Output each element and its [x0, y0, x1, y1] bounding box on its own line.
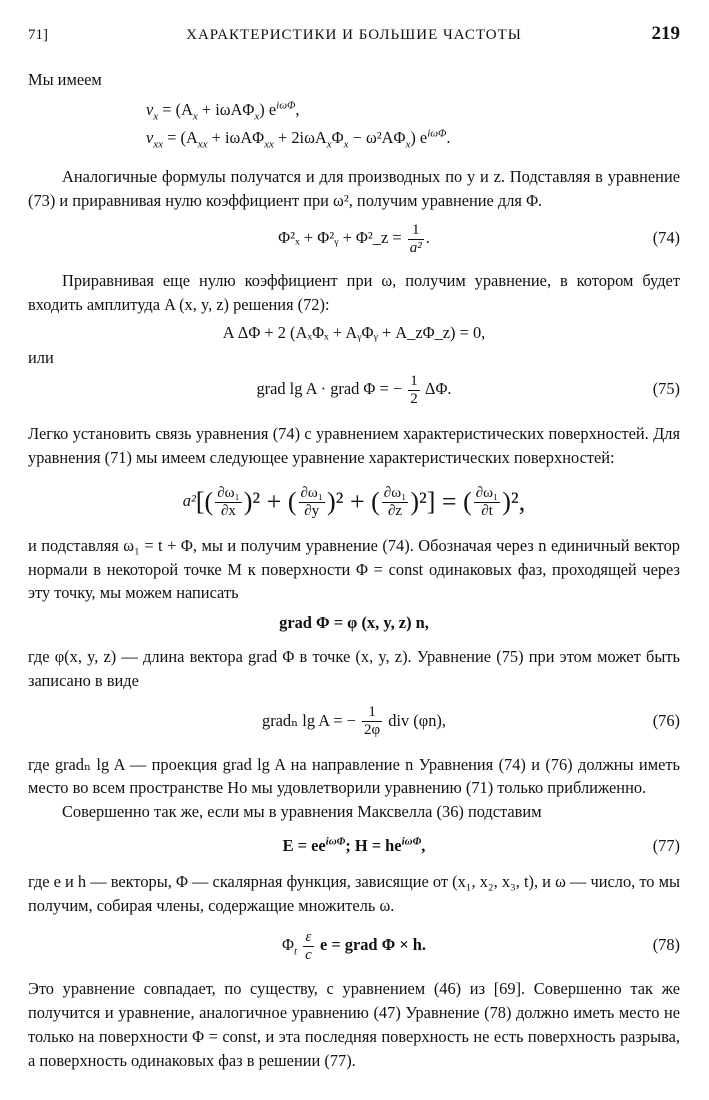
equation-74: Φ²ₓ + Φ²ᵧ + Φ²_z = $\frac{1}{\text{a²}}$ . (74) — [28, 219, 680, 257]
equation-vx: $v_x = (A_x + i\omega A\Phi_x)$ $e^{i\omega\Phi}$, — [146, 99, 300, 123]
paragraph-substitution: и подставляя ω₁ = t + Φ, мы и получим уравнение (74). Обозначая через n единичный вектор нормали в некоторой точке M к поверхности Φ = const одинаковых фаз, проходящей через эту точку, мы можем написать — [28, 535, 680, 603]
paragraph-vectors: где e и h — векторы, Φ — скалярная функция, зависящие от (x₁, x₂, x₃, t), и ω — число, то мы получим, собирая члены, содержащие множитель ω. — [28, 871, 680, 915]
equation-vxx: $v_{xx} = (A_{xx} + i\omega A\Phi_{xx} + 2i\omega A_x\Phi_x - \omega^2A\Phi_x)$ $e^{i\omega\Phi}$. — [146, 127, 451, 150]
equation-number-76: (76) — [652, 710, 680, 730]
fraction-75: $\frac{1}{2}$ — [410, 372, 418, 407]
equation-characteristic: a²[( $\frac{\text{∂ω₁}}{\partial x}$ )² + ( $\frac{\text{∂ω₁}}{\partial y}$ )² + ( $\frac{\text{∂ω₁}}{\partial z}$ )²] = ( $\frac{\text{∂ω₁}}{\partial t}$ )², — [182, 484, 526, 519]
running-header — [28, 22, 680, 48]
paragraph-length: где φ(x, y, z) — длина вектора grad Φ в точке (x, y, z). Уравнение (75) при этом может быть записано в виде — [28, 646, 680, 690]
equation-78: $\Phi_t$ $\frac{\varepsilon}{c}$ e = grad Φ × h. (78) — [28, 925, 680, 965]
paragraph-analogous: Аналогичные формулы получатся и для производных по y и z. Подставляя в уравнение (73) и приравнивая нулю коэффициент при ω², получим уравнение для Φ. — [28, 167, 680, 211]
equation-amplitude: A ΔΦ + 2 (AₓΦₓ + AᵧΦᵧ + A_zΦ_z) = 0, — [222, 322, 486, 342]
paragraph-amplitude: Приравнивая еще нулю коэффициент при ω, получим уравнение, в котором будет входить амплитуда A (x, y, z) решения (72): — [28, 270, 680, 314]
equation-number-78: (78) — [652, 935, 680, 955]
equation-number-75: (75) — [652, 379, 680, 399]
equation-number-74: (74) — [652, 227, 680, 247]
equation-grad: grad Φ = φ (x, y, z) n, — [279, 613, 429, 633]
fraction-74: $\frac{1}{\text{a²}}$ — [409, 221, 422, 256]
paragraph-or: или — [28, 348, 54, 368]
page-number: 219 — [651, 23, 680, 44]
paragraph-intro: Мы имеем — [28, 70, 102, 89]
paragraph-projection: где gradₙ lg A — проекция grad lg A на направление n Уравнения (74) и (76) должны иметь место во всем пространстве Но мы удовлетворили уравнению (71) только приближенно. — [28, 754, 680, 798]
paragraph-maxwell: Совершенно так же, если мы в уравнения Максвелла (36) подставим — [62, 802, 542, 822]
paragraph-conclusion: Это уравнение совпадает, по существу, с уравнением (46) из [69]. Совершенно так же получится и уравнение, аналогичное уравнению (47) Уравнение (78) должно иметь место не только на поверхности Φ = const, и эта последняя поверхность не есть поверхность разрыва, а поверхность одинаковых фаз в решении (77). — [28, 979, 680, 1070]
book-page — [28, 22, 680, 1073]
paragraph-characteristic: Легко установить связь уравнения (74) с уравнением характеристических поверхностей. Для уравнения (71) мы имеем следующее уравнение характеристических поверхностей: — [28, 424, 680, 467]
section-marker: 71] — [28, 27, 48, 43]
equation-77: $E = ee^{i\omega\Phi}$; $H = he^{i\omega\Phi}$, (77) — [28, 834, 680, 858]
fraction-78: $\frac{\varepsilon}{c}$ — [305, 929, 312, 964]
equation-76: gradₙ lg A = − $\frac{1}{2\varphi}$ div (φn), (76) — [28, 701, 680, 741]
equation-number-77: (77) — [652, 835, 680, 855]
chapter-title: ХАРАКТЕРИСТИКИ И БОЛЬШИЕ ЧАСТОТЫ — [186, 27, 522, 43]
equation-75: grad lg A · grad Φ = − $\frac{1}{2}$ ΔΦ. (75) — [28, 370, 680, 408]
fraction-76: $\frac{1}{2\varphi}$ — [363, 704, 381, 739]
